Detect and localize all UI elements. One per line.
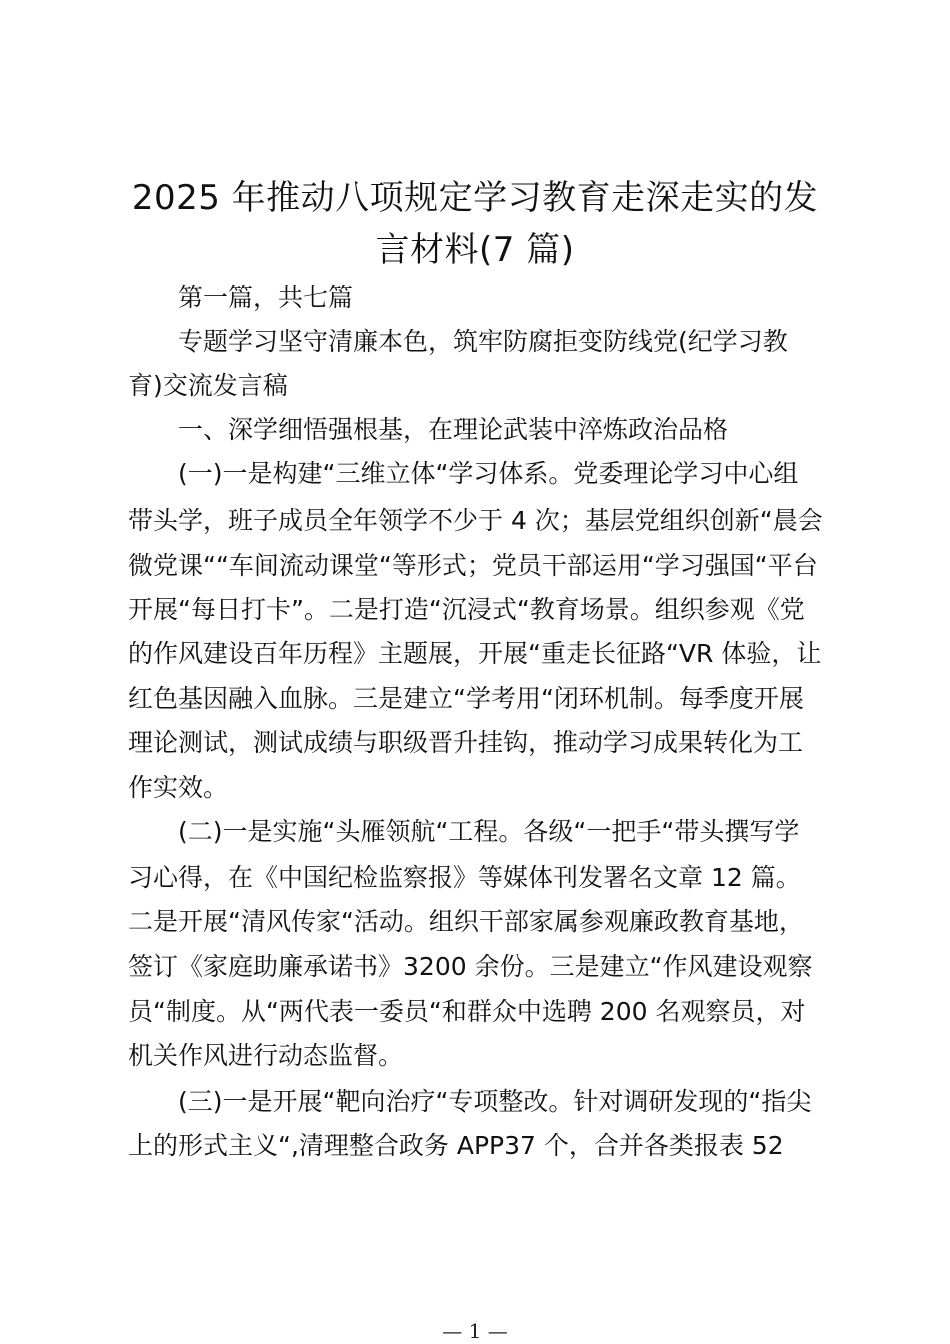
heading-1: 一、深学细悟强根基，在理论武装中淬炼政治品格: [178, 415, 729, 444]
paragraph-2-line-5: 员“制度。从“两代表一委员“和群众中选聘 200 名观察员，对: [128, 997, 806, 1026]
paragraph-1-line-5: 的作风建设百年历程》主题展，开展“重走长征路“VR 体验，让: [128, 639, 822, 668]
page-number: — 1 —: [442, 1319, 508, 1343]
subtitle-line-2: 育)交流发言稿: [128, 371, 288, 400]
paragraph-3-line-2: 上的形式主义“,清理整合政务 APP37 个，合并各类报表 52: [128, 1131, 784, 1160]
title-line-2: 言材料(7 篇): [375, 230, 575, 270]
paragraph-1-line-3: 微党课““车间流动课堂“等形式；党员干部运用“学习强国“平台: [128, 551, 818, 580]
paragraph-1-line-2: 带头学，班子成员全年领学不少于 4 次；基层党组织创新“晨会: [128, 506, 823, 535]
section-label: 第一篇，共七篇: [178, 283, 354, 312]
paragraph-1-line-7: 理论测试，测试成绩与职级晋升挂钩，推动学习成果转化为工: [128, 728, 804, 757]
paragraph-1-line-4: 开展“每日打卡”。二是打造“沉浸式“教育场景。组织参观《党: [128, 595, 805, 624]
paragraph-2-line-3: 二是开展“清风传家“活动。组织干部家属参观廉政教育基地，: [128, 907, 804, 936]
paragraph-3-line-1: (三)一是开展“靶向治疗“专项整改。针对调研发现的“指尖: [178, 1087, 812, 1116]
paragraph-1-line-8: 作实效。: [128, 773, 229, 802]
paragraph-2-line-4: 签订《家庭助廉承诺书》3200 余份。三是建立“作风建设观察: [128, 952, 813, 981]
paragraph-1-line-1: (一)一是构建“三维立体“学习体系。党委理论学习中心组: [178, 459, 799, 488]
paragraph-2-line-1: (二)一是实施“头雁领航“工程。各级“一把手“带头撰写学: [178, 817, 800, 846]
paragraph-2-line-2: 习心得，在《中国纪检监察报》等媒体刊发署名文章 12 篇。: [128, 863, 801, 892]
paragraph-1-line-6: 红色基因融入血脉。三是建立“学考用“闭环机制。每季度开展: [128, 684, 804, 713]
document-title: [100, 172, 850, 276]
paragraph-2-line-6: 机关作风进行动态监督。: [128, 1041, 404, 1070]
title-line-1: 2025 年推动八项规定学习教育走深走实的发: [131, 178, 819, 218]
subtitle-line-1: 专题学习坚守清廉本色，筑牢防腐拒变防线党(纪学习教: [178, 327, 788, 356]
